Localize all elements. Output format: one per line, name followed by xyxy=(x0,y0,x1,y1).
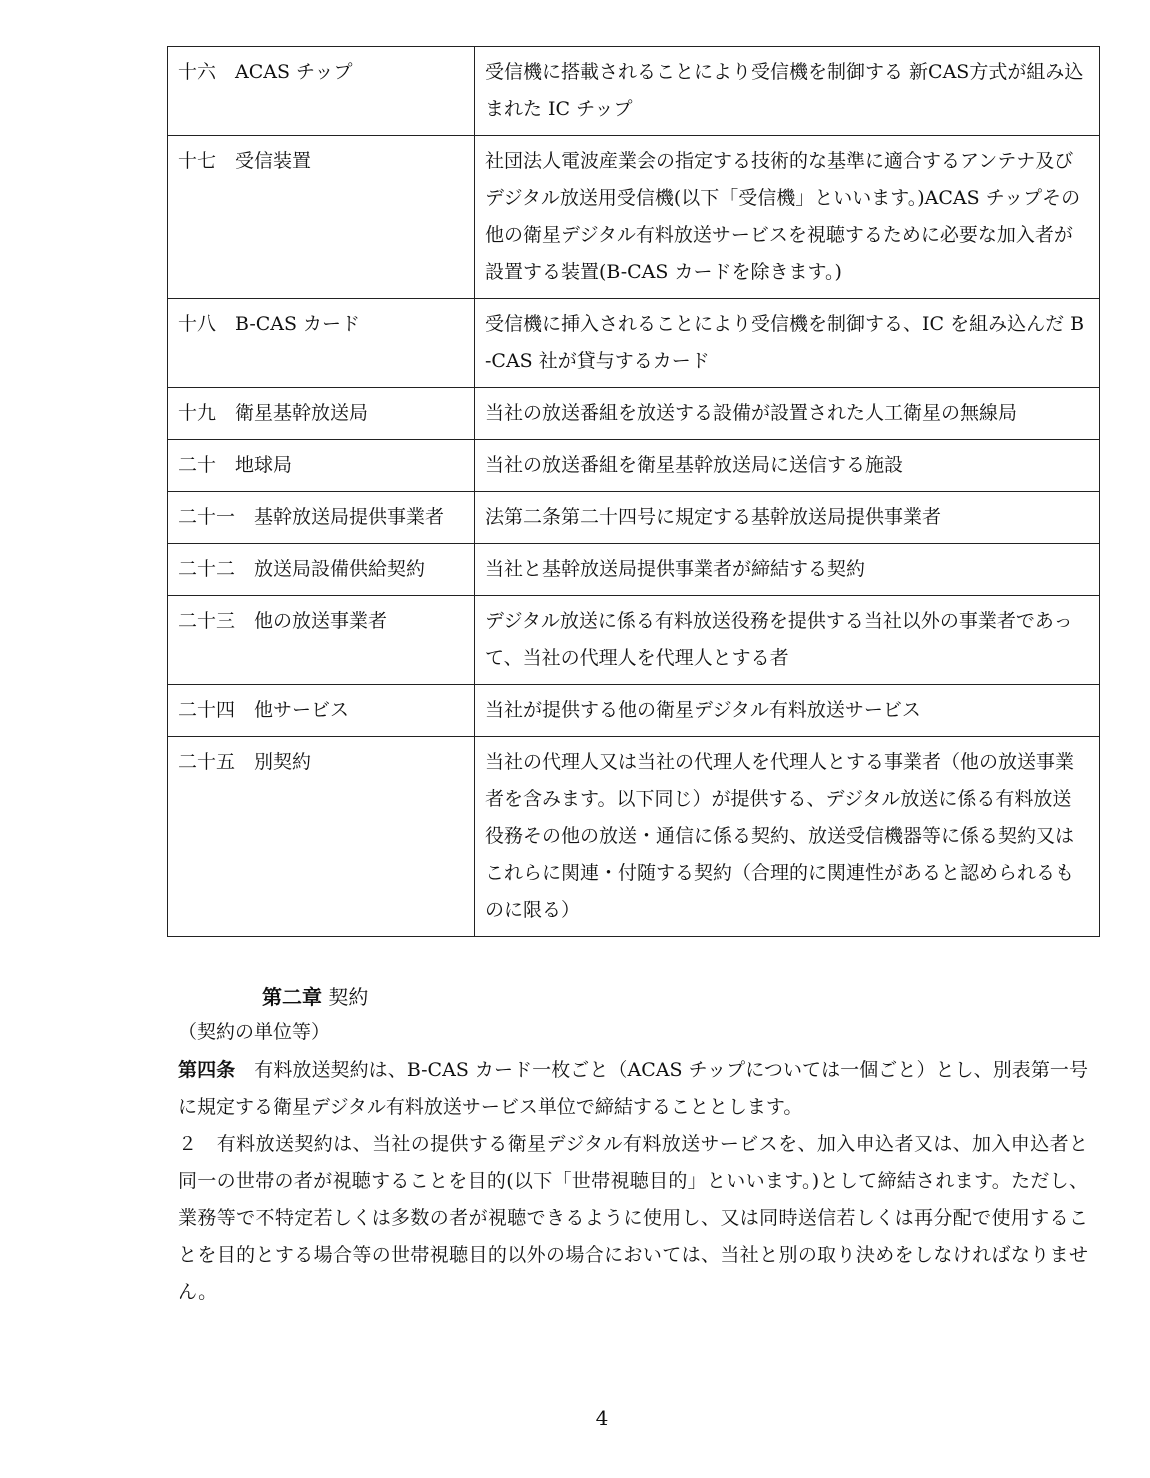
page-number: 4 xyxy=(595,1406,609,1430)
definition-term: 二十 地球局 xyxy=(168,440,475,492)
definition-description: 当社と基幹放送局提供事業者が締結する契約 xyxy=(475,544,1100,596)
article-paragraph-1 xyxy=(178,1052,1088,1126)
definition-term: 十七 受信装置 xyxy=(168,136,475,299)
table-row xyxy=(168,47,1100,136)
definition-term: 十六 ACAS チップ xyxy=(168,47,475,136)
definitions-table xyxy=(167,46,1100,937)
article-text-1: 有料放送契約は、B-CAS カード一枚ごと（ACAS チップについては一個ごと）とし、別表第一号に規定する衛星デジタル有料放送サービス単位で締結することとします。 xyxy=(178,1059,1088,1118)
definition-term: 二十四 他サービス xyxy=(168,685,475,737)
table-row xyxy=(168,388,1100,440)
definition-description: 当社の放送番組を放送する設備が設置された人工衛星の無線局 xyxy=(475,388,1100,440)
definition-description: 当社が提供する他の衛星デジタル有料放送サービス xyxy=(475,685,1100,737)
table-row xyxy=(168,440,1100,492)
definition-term: 二十五 別契約 xyxy=(168,737,475,937)
definition-description: デジタル放送に係る有料放送役務を提供する当社以外の事業者であって、当社の代理人を代理人とする者 xyxy=(475,596,1100,685)
chapter-number: 第二章 xyxy=(262,985,322,1009)
table-row xyxy=(168,685,1100,737)
chapter-title: 契約 xyxy=(328,985,369,1009)
definition-description: 受信機に搭載されることにより受信機を制御する 新CAS方式が組み込まれた IC チップ xyxy=(475,47,1100,136)
definition-term: 二十二 放送局設備供給契約 xyxy=(168,544,475,596)
definition-term: 二十三 他の放送事業者 xyxy=(168,596,475,685)
chapter-heading xyxy=(262,982,368,1012)
table-row xyxy=(168,492,1100,544)
table-row xyxy=(168,544,1100,596)
table-row xyxy=(168,299,1100,388)
definition-description: 社団法人電波産業会の指定する技術的な基準に適合するアンテナ及びデジタル放送用受信機(以下「受信機」といいます。)ACAS チップその他の衛星デジタル有料放送サービスを視聴するために必要な加入者が設置する装置(B-CAS カードを除きます。) xyxy=(475,136,1100,299)
definition-description: 当社の放送番組を衛星基幹放送局に送信する施設 xyxy=(475,440,1100,492)
definition-term: 十九 衛星基幹放送局 xyxy=(168,388,475,440)
article-caption: （契約の単位等） xyxy=(178,1021,331,1043)
table-row xyxy=(168,737,1100,937)
definition-description: 当社の代理人又は当社の代理人を代理人とする事業者（他の放送事業者を含みます。以下同じ）が提供する、デジタル放送に係る有料放送役務その他の放送・通信に係る契約、放送受信機器等に係る契約又はこれらに関連・付随する契約（合理的に関連性があると認められるものに限る） xyxy=(475,737,1100,937)
article-paragraph-2: ２ 有料放送契約は、当社の提供する衛星デジタル有料放送サービスを、加入申込者又は、加入申込者と同一の世帯の者が視聴することを目的(以下「世帯視聴目的」といいます。)として締結されます。ただし、業務等で不特定若しくは多数の者が視聴できるように使用し、又は同時送信若しくは再分配で使用することを目的とする場合等の世帯視聴目的以外の場合においては、当社と別の取り決めをしなければなりません。 xyxy=(178,1133,1088,1303)
table-row xyxy=(168,596,1100,685)
definition-description: 受信機に挿入されることにより受信機を制御する、IC を組み込んだ B-CAS 社が貸与するカード xyxy=(475,299,1100,388)
definition-description: 法第二条第二十四号に規定する基幹放送局提供事業者 xyxy=(475,492,1100,544)
article-label: 第四条 xyxy=(178,1059,236,1081)
definition-term: 二十一 基幹放送局提供事業者 xyxy=(168,492,475,544)
table-row xyxy=(168,136,1100,299)
definition-term: 十八 B-CAS カード xyxy=(168,299,475,388)
